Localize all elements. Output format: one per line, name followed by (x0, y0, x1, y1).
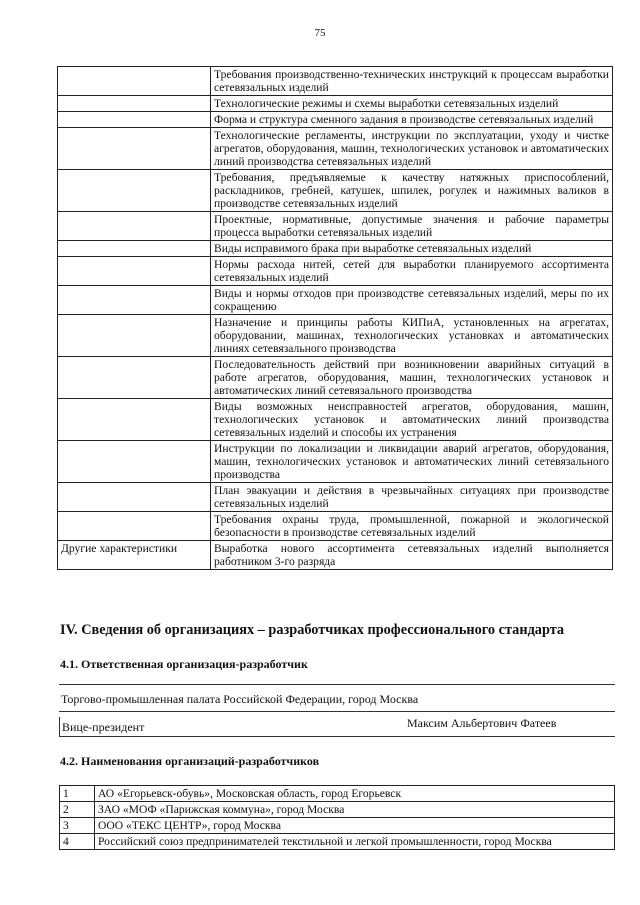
row-label-cell (58, 357, 211, 399)
row-label-cell (58, 67, 211, 96)
developer-orgs-table-body (60, 786, 615, 850)
responsible-position: Вице-президент (62, 720, 145, 734)
row-label-cell (58, 315, 211, 357)
table-row (58, 315, 613, 357)
page-number: 75 (314, 27, 326, 39)
row-label-cell (58, 286, 211, 315)
row-content-cell: Последовательность действий при возникновении аварийных ситуаций в работе агрегатов, оборудования, машин, технологических установок и автоматических линий сетевязального производства (211, 357, 613, 399)
table-row (58, 357, 613, 399)
table-row (58, 212, 613, 241)
row-content-cell: Требования производственно-технических инструкций к процессам выработки сетевязальных изделий (211, 67, 613, 96)
table-row (58, 257, 613, 286)
developer-org-number: 3 (60, 818, 95, 834)
row-content-cell: Выработка нового ассортимента сетевязальных изделий выполняется работником 3-го разряда (211, 541, 613, 570)
row-label-cell (58, 483, 211, 512)
table-row (60, 834, 615, 850)
row-label-cell (58, 212, 211, 241)
row-label-cell: Другие характеристики (58, 541, 211, 570)
developer-org-name: ООО «ТЕКС ЦЕНТР», город Москва (95, 818, 615, 834)
row-content-cell: Проектные, нормативные, допустимые значения и рабочие параметры процесса выработки сетевязальных изделий (211, 212, 613, 241)
table-row (60, 818, 615, 834)
requirements-table (57, 66, 613, 570)
requirements-table-body (58, 67, 613, 570)
table-row (58, 96, 613, 112)
table-row (58, 67, 613, 96)
row-label-cell (58, 241, 211, 257)
divider (59, 711, 615, 712)
developer-org-number: 1 (60, 786, 95, 802)
responsible-org-title: 4.1. Ответственная организация-разработчик (60, 657, 308, 671)
table-row (58, 483, 613, 512)
table-row (58, 112, 613, 128)
table-row (58, 241, 613, 257)
table-row (60, 786, 615, 802)
divider (59, 684, 615, 685)
table-row (58, 441, 613, 483)
row-content-cell: Инструкции по локализации и ликвидации аварий агрегатов, оборудования, машин, технологических установок и автоматических линий сетевязального производства (211, 441, 613, 483)
developer-orgs-title: 4.2. Наименования организаций-разработчиков (60, 754, 320, 768)
table-row (58, 128, 613, 170)
developer-org-name: ЗАО «МОФ «Парижская коммуна», город Москва (95, 802, 615, 818)
row-label-cell (58, 112, 211, 128)
row-content-cell: Виды возможных неисправностей агрегатов, оборудования, машин, технологических установок и автоматических линий производства сетевязальных изделий и способы их устранения (211, 399, 613, 441)
section-iv-title: IV. Сведения об организациях – разработчиках профессионального стандарта (60, 622, 565, 638)
row-label-cell (58, 96, 211, 112)
developer-org-name: Российский союз предпринимателей текстильной и легкой промышленности, город Москва (95, 834, 615, 850)
table-row (58, 541, 613, 570)
row-label-cell (58, 441, 211, 483)
row-label-cell (58, 128, 211, 170)
table-row (58, 170, 613, 212)
row-content-cell: Нормы расхода нитей, сетей для выработки планируемого ассортимента сетевязальных изделий (211, 257, 613, 286)
row-content-cell: Виды исправимого брака при выработке сетевязальных изделий (211, 241, 613, 257)
row-label-cell (58, 512, 211, 541)
row-content-cell: Технологические регламенты, инструкции по эксплуатации, уходу и чистке агрегатов, оборудования, машин, технологических установок и автоматических линий производства сетевязальных изделий (211, 128, 613, 170)
row-content-cell: План эвакуации и действия в чрезвычайных ситуациях при производстве сетевязальных изделий (211, 483, 613, 512)
row-content-cell: Технологические режимы и схемы выработки сетевязальных изделий (211, 96, 613, 112)
developer-org-number: 4 (60, 834, 95, 850)
row-content-cell: Требования охраны труда, промышленной, пожарной и экологической безопасности в производстве сетевязальных изделий (211, 512, 613, 541)
row-content-cell: Виды и нормы отходов при производстве сетевязальных изделий, меры по их сокращению (211, 286, 613, 315)
table-row (58, 512, 613, 541)
developer-org-name: АО «Егорьевск-обувь», Московская область, город Егорьевск (95, 786, 615, 802)
row-label-cell (58, 399, 211, 441)
row-content-cell: Назначение и принципы работы КИПиА, установленных на агрегатах, оборудовании, машинах, технологических установках и автоматических линиях сетевязального производства (211, 315, 613, 357)
divider (59, 736, 615, 737)
row-label-cell (58, 170, 211, 212)
row-content-cell: Требования, предъявляемые к качеству натяжных приспособлений, раскладников, гребней, катушек, шпилек, рогулек и нажимных валиков в производстве сетевязальных изделий (211, 170, 613, 212)
responsible-org-name: Торгово-промышленная палата Российской Федерации, город Москва (61, 692, 419, 706)
table-row (58, 286, 613, 315)
row-content-cell: Форма и структура сменного задания в производстве сетевязальных изделий (211, 112, 613, 128)
row-label-cell (58, 257, 211, 286)
developer-orgs-table (59, 785, 615, 850)
table-row (58, 399, 613, 441)
divider (59, 717, 60, 736)
responsible-person: Максим Альбертович Фатеев (407, 716, 557, 730)
developer-org-number: 2 (60, 802, 95, 818)
table-row (60, 802, 615, 818)
